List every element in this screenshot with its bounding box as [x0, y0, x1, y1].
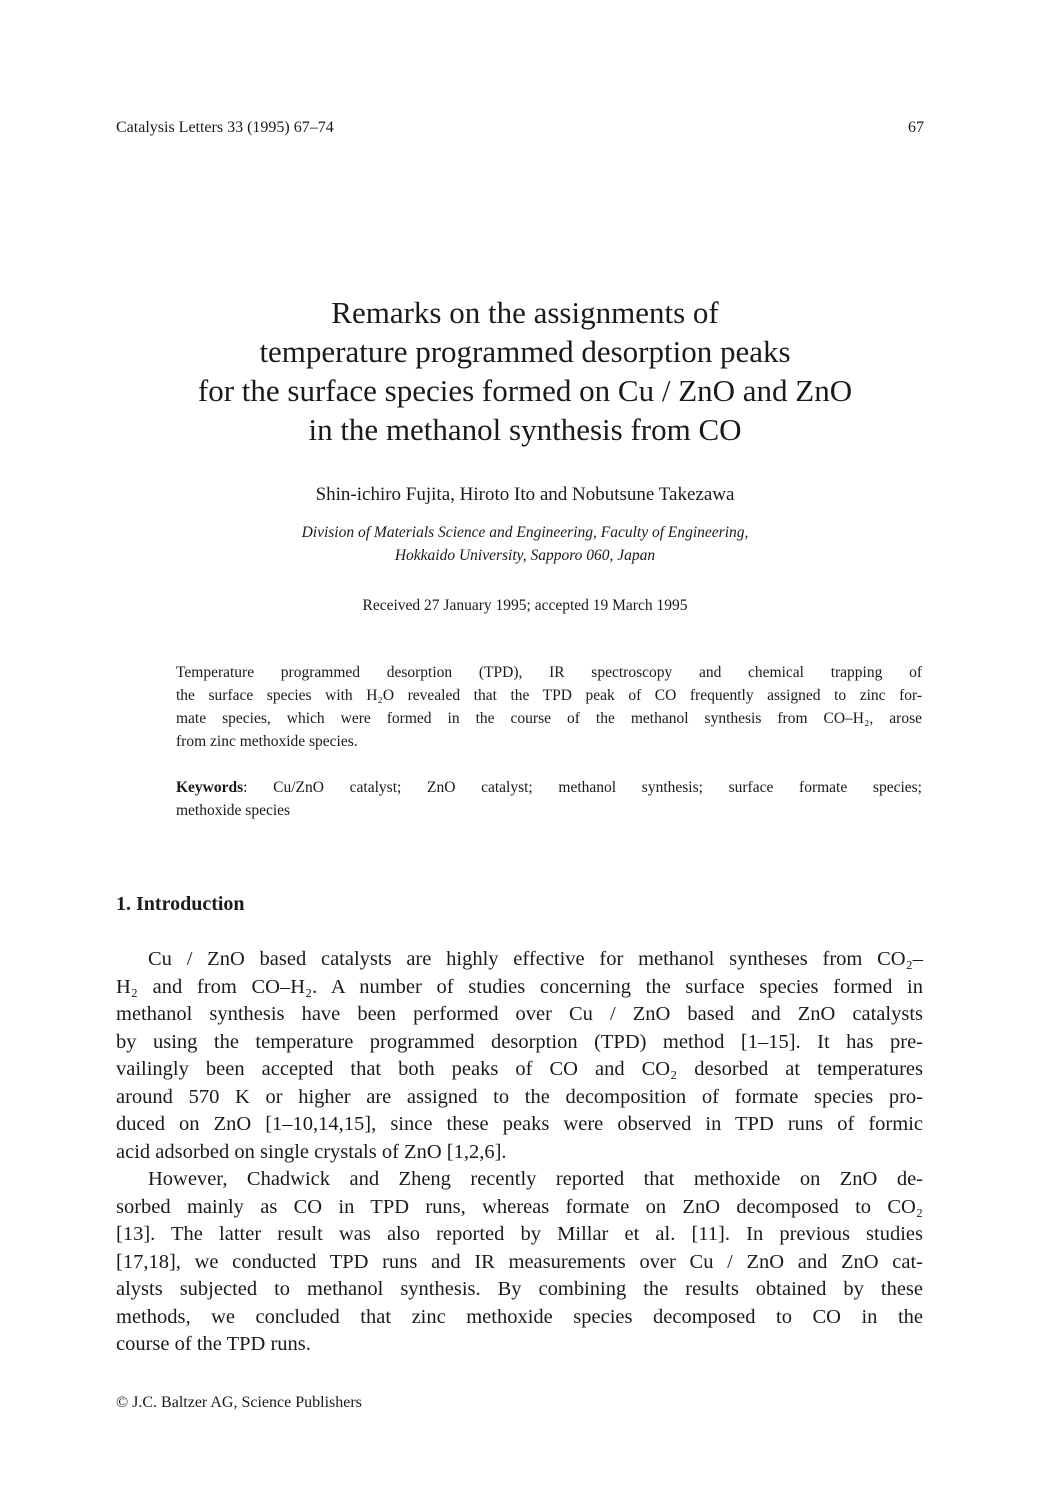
affiliation [0, 521, 1050, 567]
abstract-line: Temperature programmed desorption (TPD), IR spectroscopy and chemical trapping of [176, 664, 922, 681]
body-line: acid adsorbed on single crystals of ZnO [1,2,6]. [116, 1140, 507, 1163]
keywords-text: : Cu/ZnO catalyst; ZnO catalyst; methanol synthesis; surface formate species; [243, 779, 922, 796]
affiliation-line: Division of Materials Science and Engineering, Faculty of Engineering, [301, 524, 749, 541]
paper-title [0, 293, 1050, 449]
title-line: in the methanol synthesis from CO [308, 412, 742, 447]
body-line: duced on ZnO [1–10,14,15], since these peaks were observed in TPD runs of formic [116, 1113, 923, 1135]
keywords-line [176, 776, 922, 799]
affiliation-line: Hokkaido University, Sapporo 060, Japan [394, 547, 656, 564]
abstract-line: mate species, which were formed in the course of the methanol synthesis from CO–H₂, arose [176, 710, 922, 727]
body-line: around 570 K or higher are assigned to the decomposition of formate species pro- [116, 1085, 923, 1108]
body-line: methods, we concluded that zinc methoxide species decomposed to CO in the [116, 1305, 923, 1328]
title-line: for the surface species formed on Cu / ZnO and ZnO [197, 373, 853, 408]
keywords [176, 776, 922, 822]
body-line: [13]. The latter result was also reported by Millar et al. [11]. In previous studies [116, 1223, 923, 1245]
running-head [116, 119, 924, 137]
body-line: vailingly been accepted that both peaks of CO and CO₂ desorbed at temperatures [116, 1058, 923, 1080]
body-line: H₂ and from CO–H₂. A number of studies concerning the surface species formed in [116, 975, 923, 998]
section-heading: 1. Introduction [116, 893, 245, 915]
body-line: course of the TPD runs. [116, 1333, 311, 1355]
title-line: Remarks on the assignments of [331, 295, 719, 330]
journal-citation: Catalysis Letters 33 (1995) 67–74 [116, 119, 334, 136]
keywords-label: Keywords [176, 779, 244, 796]
copyright-footer: © J.C. Baltzer AG, Science Publishers [116, 1394, 362, 1411]
abstract-line: from zinc methoxide species. [176, 733, 358, 750]
page-number: 67 [908, 119, 924, 136]
keywords-line: methoxide species [176, 802, 291, 819]
abstract-line: the surface species with H₂O revealed that the TPD peak of CO frequently assigned to zinc for- [176, 687, 922, 704]
body-line: Cu / ZnO based catalysts are highly effective for methanol syntheses from CO₂– [148, 948, 923, 970]
author-list: Shin-ichiro Fujita, Hiroto Ito and Nobutsune Takezawa [315, 484, 735, 505]
body-line: [17,18], we conducted TPD runs and IR measurements over Cu / ZnO and ZnO cat- [116, 1250, 923, 1273]
body-line: alysts subjected to methanol synthesis. By combining the results obtained by these [116, 1278, 923, 1300]
body-line: methanol synthesis have been performed over Cu / ZnO based and ZnO catalysts [116, 1003, 923, 1025]
body-line: However, Chadwick and Zheng recently reported that methoxide on ZnO de- [148, 1168, 923, 1190]
body-line: sorbed mainly as CO in TPD runs, whereas formate on ZnO decomposed to CO₂ [116, 1195, 923, 1218]
abstract [176, 661, 922, 753]
body-line: by using the temperature programmed desorption (TPD) method [1–15]. It has pre- [116, 1030, 923, 1053]
body-text [116, 946, 923, 1359]
received-date: Received 27 January 1995; accepted 19 March 1995 [362, 597, 688, 614]
title-line: temperature programmed desorption peaks [259, 334, 791, 369]
